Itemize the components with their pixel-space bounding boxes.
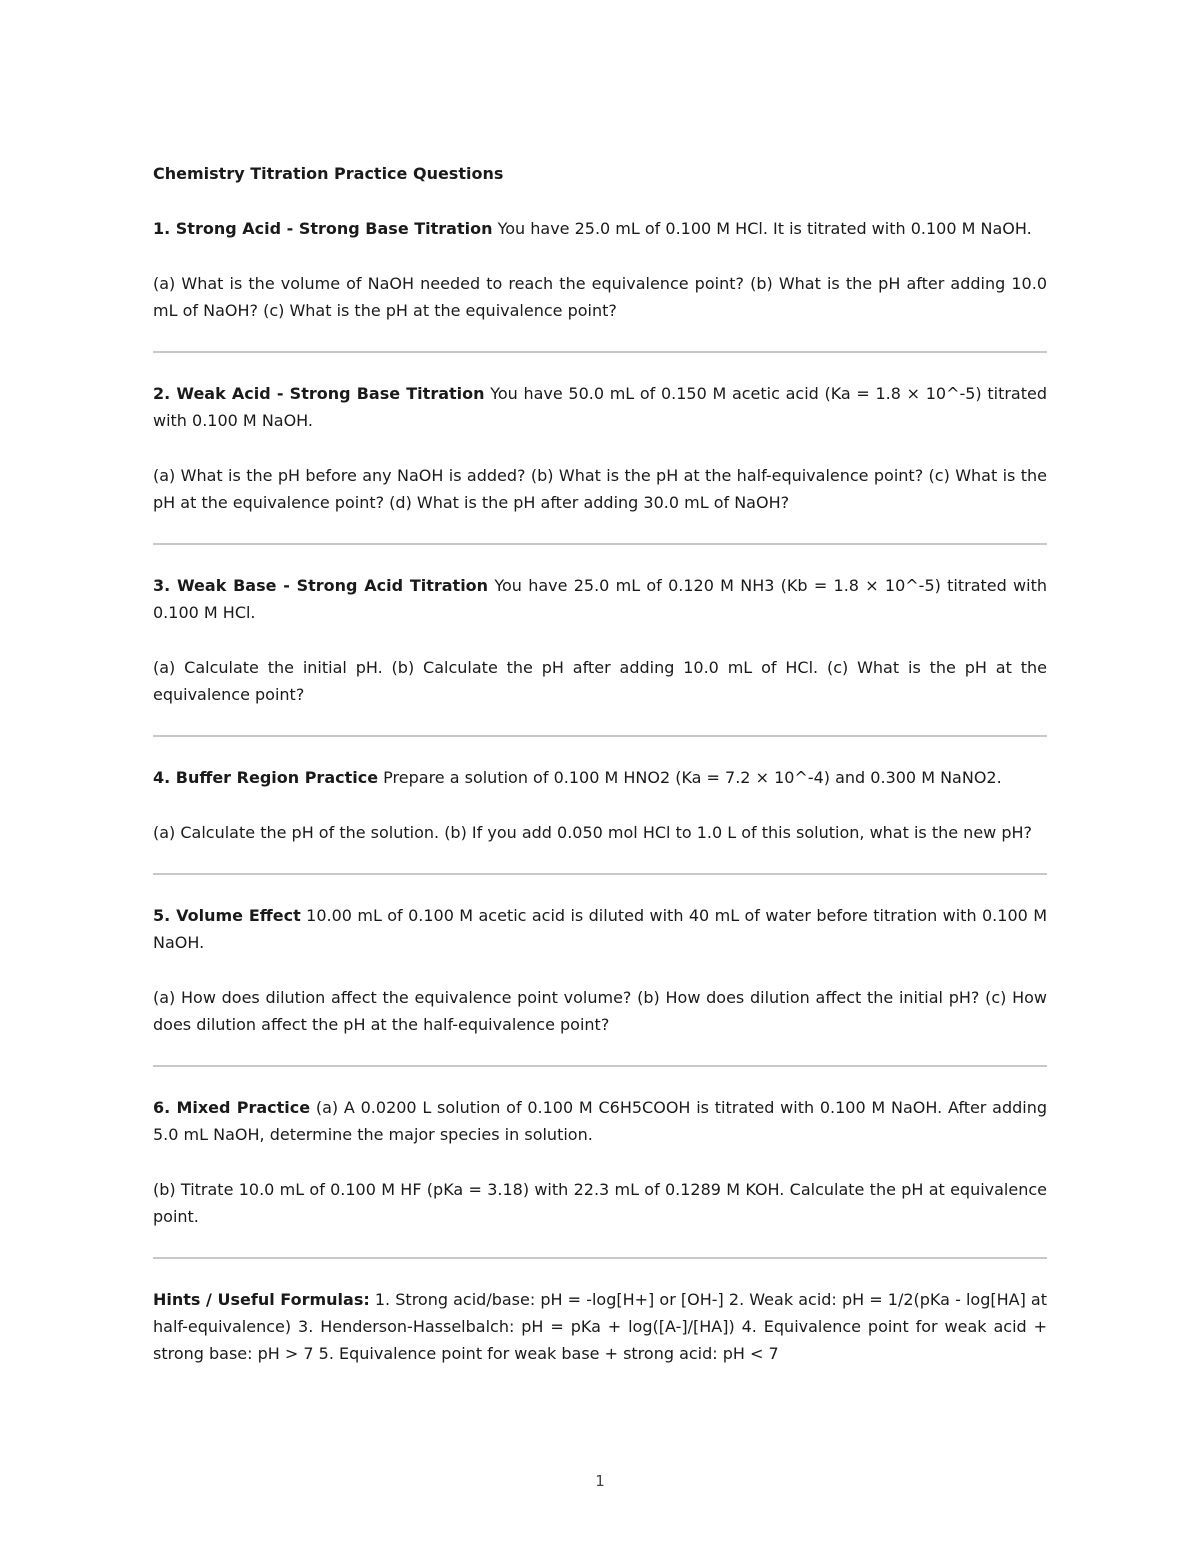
hints-text: 1. Strong acid/base: pH = -log[H+] or [OH-] 2. Weak acid: pH = 1/2(pKa - log[HA] at half-equivalence) 3. Henderson-Hasselbalch: pH = pKa + log([A-]/[HA]) 4. Equivalence point for weak acid + strong base: pH > 7 5. Equivalence point for weak base + strong acid: pH < 7 — [153, 1290, 1048, 1363]
question-statement — [153, 380, 1047, 434]
question-statement — [153, 902, 1047, 956]
question-parts: (a) Calculate the pH of the solution. (b) If you add 0.050 mol HCl to 1.0 L of this solution, what is the new pH? — [153, 823, 1033, 842]
question-text: You have 25.0 mL of 0.100 M HCl. It is titrated with 0.100 M NaOH. — [492, 219, 1032, 238]
question-heading: 2. Weak Acid - Strong Base Titration — [153, 384, 485, 403]
document-page — [153, 160, 1047, 1367]
question-heading: 1. Strong Acid - Strong Base Titration — [153, 219, 493, 238]
page-number: 1 — [595, 1472, 605, 1490]
question-parts: (a) How does dilution affect the equivalence point volume? (b) How does dilution affect the initial pH? (c) How does dilution affect the pH at the half-equivalence point? — [153, 988, 1047, 1034]
question-parts: (a) Calculate the initial pH. (b) Calculate the pH after adding 10.0 mL of HCl. (c) What is the pH at the equivalence point? — [153, 658, 1047, 704]
question-6 — [153, 1094, 1047, 1230]
hints-heading: Hints / Useful Formulas: — [153, 1290, 370, 1309]
question-heading: 5. Volume Effect — [153, 906, 301, 925]
question-statement — [153, 764, 1047, 791]
question-4 — [153, 764, 1047, 846]
question-statement — [153, 572, 1047, 626]
document-title: Chemistry Titration Practice Questions — [153, 164, 504, 183]
question-statement — [153, 215, 1047, 242]
question-heading: 3. Weak Base - Strong Acid Titration — [153, 576, 489, 595]
divider — [153, 1065, 1047, 1067]
question-heading: 4. Buffer Region Practice — [153, 768, 379, 787]
question-text: 10.00 mL of 0.100 M acetic acid is diluted with 40 mL of water before titration with 0.100 M NaOH. — [153, 906, 1048, 952]
question-text: You have 50.0 mL of 0.150 M acetic acid (Ka = 1.8 × 10^-5) titrated with 0.100 M NaOH. — [153, 384, 1047, 430]
question-heading: 6. Mixed Practice — [153, 1098, 311, 1117]
question-parts: (b) Titrate 10.0 mL of 0.100 M HF (pKa = 3.18) with 22.3 mL of 0.1289 M KOH. Calculate the pH at equivalence point. — [153, 1180, 1047, 1226]
divider — [153, 543, 1047, 545]
question-text: (a) A 0.0200 L solution of 0.100 M C6H5COOH is titrated with 0.100 M NaOH. After adding 5.0 mL NaOH, determine the major species in solution. — [153, 1098, 1048, 1144]
divider — [153, 351, 1047, 353]
divider — [153, 873, 1047, 875]
question-5 — [153, 902, 1047, 1038]
question-text: You have 25.0 mL of 0.120 M NH3 (Kb = 1.8 × 10^-5) titrated with 0.100 M HCl. — [153, 576, 1047, 622]
question-parts: (a) What is the volume of NaOH needed to reach the equivalence point? (b) What is the pH after adding 10.0 mL of NaOH? (c) What is the pH at the equivalence point? — [153, 274, 1047, 320]
hints-section — [153, 1286, 1047, 1367]
question-text: Prepare a solution of 0.100 M HNO2 (Ka = 7.2 × 10^-4) and 0.300 M NaNO2. — [378, 768, 1002, 787]
divider — [153, 1257, 1047, 1259]
question-parts: (a) What is the pH before any NaOH is added? (b) What is the pH at the half-equivalence point? (c) What is the pH at the equivalence point? (d) What is the pH after adding 30.0 mL of NaOH? — [153, 466, 1047, 512]
question-3 — [153, 572, 1047, 708]
question-statement — [153, 1094, 1047, 1148]
divider — [153, 735, 1047, 737]
question-1 — [153, 215, 1047, 324]
question-2 — [153, 380, 1047, 516]
